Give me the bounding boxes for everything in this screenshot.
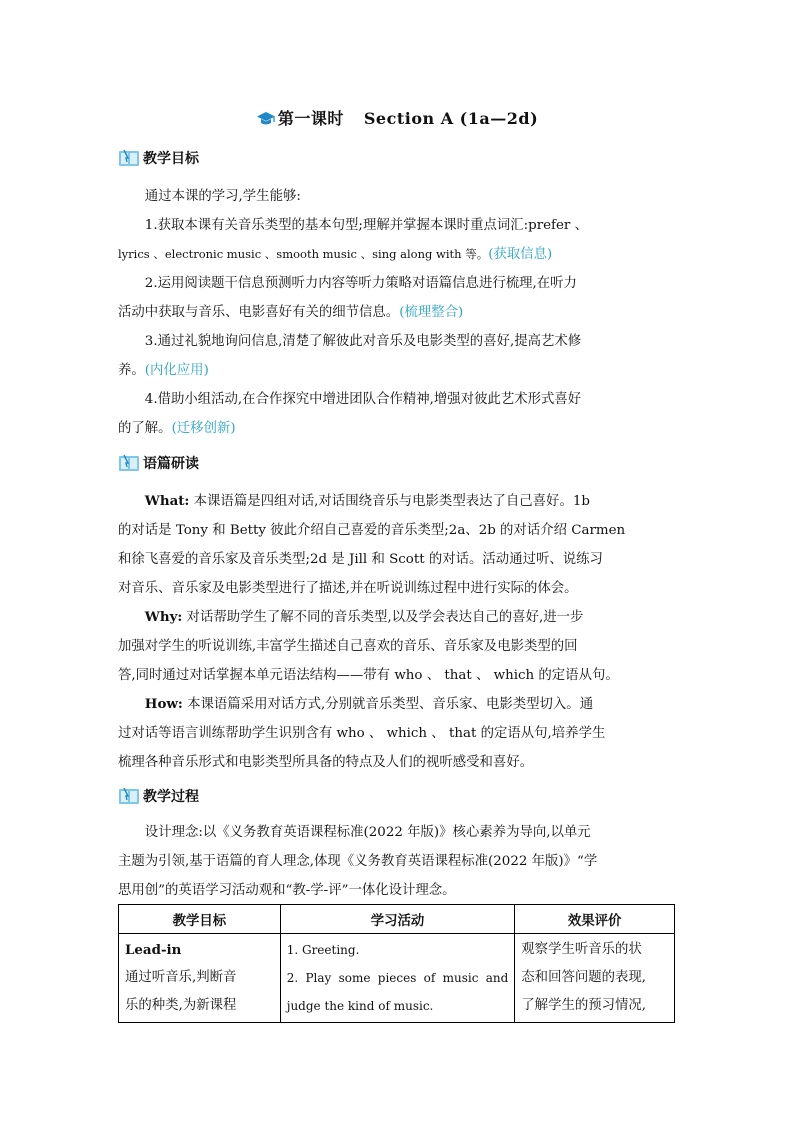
cell-heading: Lead-in bbox=[125, 942, 182, 958]
cell-line: 观察学生听音乐的状 bbox=[521, 942, 642, 957]
cell-line: 乐的种类,为新课程 bbox=[125, 998, 237, 1013]
process-line-3: 思用创”的英语学习活动观和“教-学-评”一体化设计理念。 bbox=[118, 883, 456, 898]
table-cell-goal bbox=[119, 934, 281, 1023]
cell-line: judge the kind of music. bbox=[286, 999, 434, 1013]
goal-4-line-a: 4.借助小组活动,在合作探究中增进团队合作精神,增强对彼此艺术形式喜好 bbox=[144, 392, 582, 407]
section-title: 教学过程 bbox=[143, 789, 199, 805]
goal-2-line-a: 2.运用阅读题干信息预测听力内容等听力策略对语篇信息进行梳理,在听力 bbox=[144, 276, 577, 291]
goal-2-line-b: 活动中获取与音乐、电影喜好有关的细节信息。(梳理整合) bbox=[118, 305, 464, 320]
cell-line: 1. Greeting. bbox=[286, 943, 360, 957]
graduation-cap-icon bbox=[256, 111, 276, 131]
section-heading-process bbox=[118, 784, 199, 808]
cell-line: 了解学生的预习情况, bbox=[521, 998, 647, 1013]
lesson-title-sub: Section A (1a—2d) bbox=[363, 109, 539, 128]
goal-tag: (内化应用) bbox=[144, 363, 209, 378]
table-cell-activity bbox=[280, 934, 515, 1023]
table-header: 学习活动 bbox=[280, 905, 515, 934]
process-line-2: 主题为引领,基于语篇的育人理念,体现《义务教育英语课程标准(2022 年版)》“学 bbox=[118, 854, 598, 869]
section-title: 语篇研读 bbox=[143, 456, 199, 472]
cell-line: 2. Play some pieces of music and bbox=[286, 971, 509, 985]
table-row bbox=[119, 934, 675, 1023]
how-line-2: 过对话等语言训练帮助学生识别含有 who 、 which 、 that 的定语从句,培养学生 bbox=[118, 726, 606, 741]
cell-line: 通过听音乐,判断音 bbox=[125, 970, 237, 985]
goal-3-line-a: 3.通过礼貌地询问信息,清楚了解彼此对音乐及电影类型的喜好,提高艺术修 bbox=[144, 334, 582, 349]
goal-3-line-b: 养。(内化应用) bbox=[118, 363, 209, 378]
why-line-1: Why: 对话帮助学生了解不同的音乐类型,以及学会表达自己的喜好,进一步 bbox=[144, 609, 584, 625]
lesson-title bbox=[0, 106, 794, 131]
what-line-3: 和徐飞喜爱的音乐家及音乐类型;2d 是 Jill 和 Scott 的对话。活动通过听、说练习 bbox=[118, 552, 603, 567]
table-cell-evaluation bbox=[515, 934, 675, 1023]
reading-block bbox=[118, 487, 674, 777]
how-line-1: How: 本课语篇采用对话方式,分别就音乐类型、音乐家、电影类型切入。通 bbox=[144, 696, 594, 712]
table-header: 教学目标 bbox=[119, 905, 281, 934]
book-icon bbox=[118, 148, 140, 168]
lesson-title-main: 第一课时 bbox=[277, 109, 344, 128]
goal-1-line-b: lyrics 、electronic music 、smooth music 、sing along with 等。(获取信息) bbox=[118, 247, 553, 262]
why-line-3: 答,同时通过对话掌握本单元语法结构——带有 who 、 that 、 which 的定语从句。 bbox=[118, 668, 619, 683]
section-heading-reading bbox=[118, 451, 199, 475]
why-line-2: 加强对学生的听说训练,丰富学生描述自己喜欢的音乐、音乐家及电影类型的回 bbox=[118, 639, 578, 654]
goal-tag: (迁移创新) bbox=[171, 421, 236, 436]
goal-tag: (梳理整合) bbox=[399, 305, 464, 320]
table-header: 效果评价 bbox=[515, 905, 675, 934]
table-header-row bbox=[119, 905, 675, 934]
process-block bbox=[118, 818, 674, 905]
goals-intro: 通过本课的学习,学生能够: bbox=[144, 189, 301, 204]
what-line-4: 对音乐、音乐家及电影类型进行了描述,并在听说训练过程中进行实际的体会。 bbox=[118, 581, 578, 596]
process-line-1: 设计理念:以《义务教育英语课程标准(2022 年版)》核心素养为导向,以单元 bbox=[144, 825, 591, 840]
what-line-1: What: 本课语篇是四组对话,对话围绕音乐与电影类型表达了自己喜好。1b bbox=[144, 493, 590, 509]
lesson-plan-table bbox=[118, 904, 675, 1023]
section-title: 教学目标 bbox=[143, 151, 199, 167]
book-icon bbox=[118, 786, 140, 806]
book-icon bbox=[118, 453, 140, 473]
goal-4-line-b: 的了解。(迁移创新) bbox=[118, 421, 236, 436]
section-heading-goals bbox=[118, 146, 199, 170]
goals-block bbox=[118, 182, 674, 443]
what-line-2: 的对话是 Tony 和 Betty 彼此介绍自己喜爱的音乐类型;2a、2b 的对话介绍 Carmen bbox=[118, 523, 626, 538]
goal-1-line-a: 1.获取本课有关音乐类型的基本句型;理解并掌握本课时重点词汇:prefer 、 bbox=[144, 218, 588, 233]
how-line-3: 梳理各种音乐形式和电影类型所具备的特点及人们的视听感受和喜好。 bbox=[118, 755, 534, 770]
cell-line: 态和回答问题的表现, bbox=[521, 970, 647, 985]
goal-tag: (获取信息) bbox=[488, 247, 553, 262]
